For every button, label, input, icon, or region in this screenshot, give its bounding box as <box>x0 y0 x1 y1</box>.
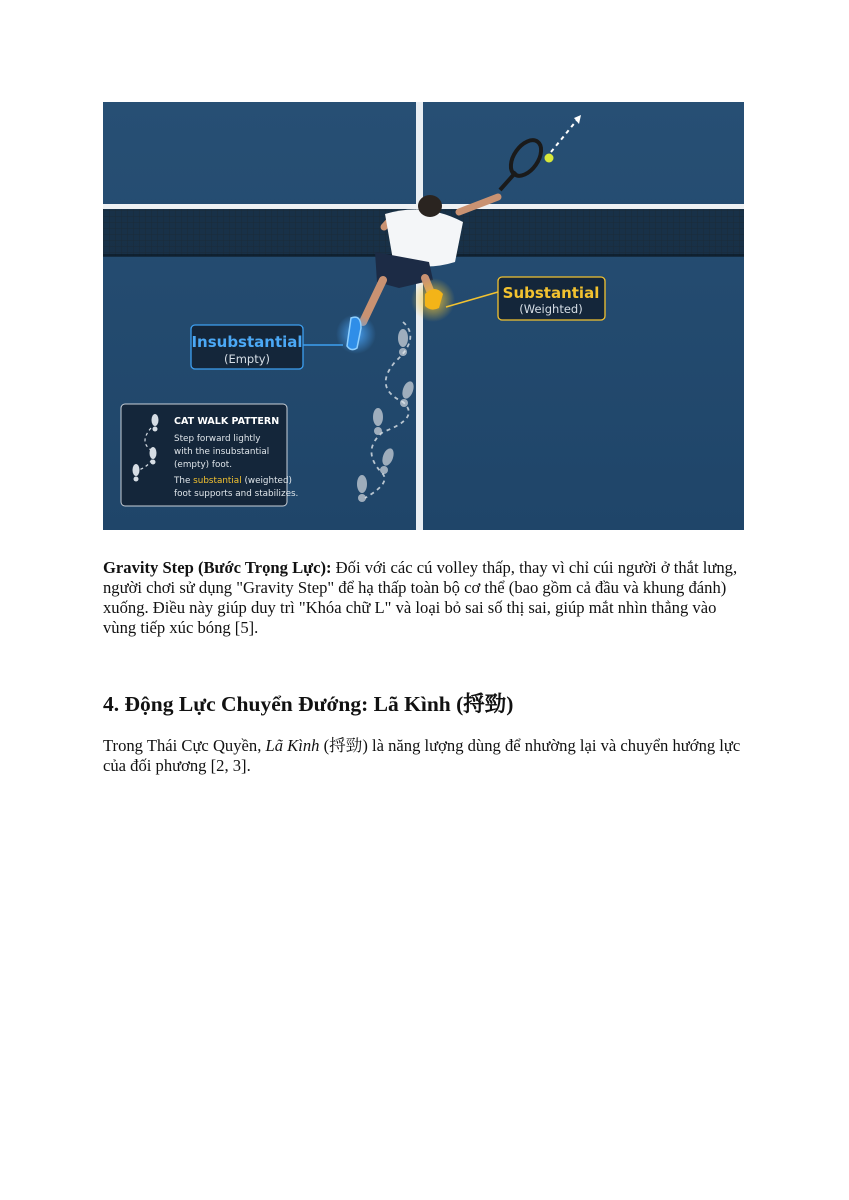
lu-jin-term: Lã Kình <box>265 736 320 755</box>
lu-jin-paragraph: Trong Thái Cực Quyền, Lã Kình (捋勁) là năng lượng dùng để nhường lại và chuyển hướng lực của đối phương [2, 3]. <box>103 736 741 775</box>
gravity-step-text: Đối với các cú volley thấp, thay vì chỉ cúi người ở thắt lưng, người chơi sử dụng "Gravity Step" để hạ thấp toàn bộ cơ thể (bao gồm cả đầu và khung đánh) xuống. Điều này giúp duy trì "Khóa chữ L" và loại bỏ sai số thị sai, giúp mắt nhìn thẳng vào vùng tiếp xúc bóng [5]. <box>103 558 738 637</box>
tennis-ball <box>545 154 554 163</box>
catwalk-panel <box>121 404 298 506</box>
insubstantial-label: Insubstantial <box>191 333 303 351</box>
catwalk-line-4: The substantial (weighted) <box>174 476 292 486</box>
gravity-step-paragraph <box>103 558 748 638</box>
insubstantial-sublabel: (Empty) <box>223 352 271 366</box>
catwalk-line-3: (empty) foot. <box>174 460 232 470</box>
substantial-label: Substantial <box>502 284 600 302</box>
catwalk-line-2: with the insubstantial <box>174 447 270 457</box>
substantial-sublabel: (Weighted) <box>519 302 583 316</box>
tennis-court-illustration <box>103 102 744 530</box>
gravity-step-term: Gravity Step (Bước Trọng Lực): <box>103 558 332 577</box>
catwalk-title: CAT WALK PATTERN <box>174 416 280 427</box>
catwalk-line-5: foot supports and stabilizes. <box>174 489 299 499</box>
catwalk-line-1: Step forward lightly <box>174 434 261 444</box>
section-heading: 4. Động Lực Chuyển Đướng: Lã Kình (捋勁) <box>103 692 514 716</box>
